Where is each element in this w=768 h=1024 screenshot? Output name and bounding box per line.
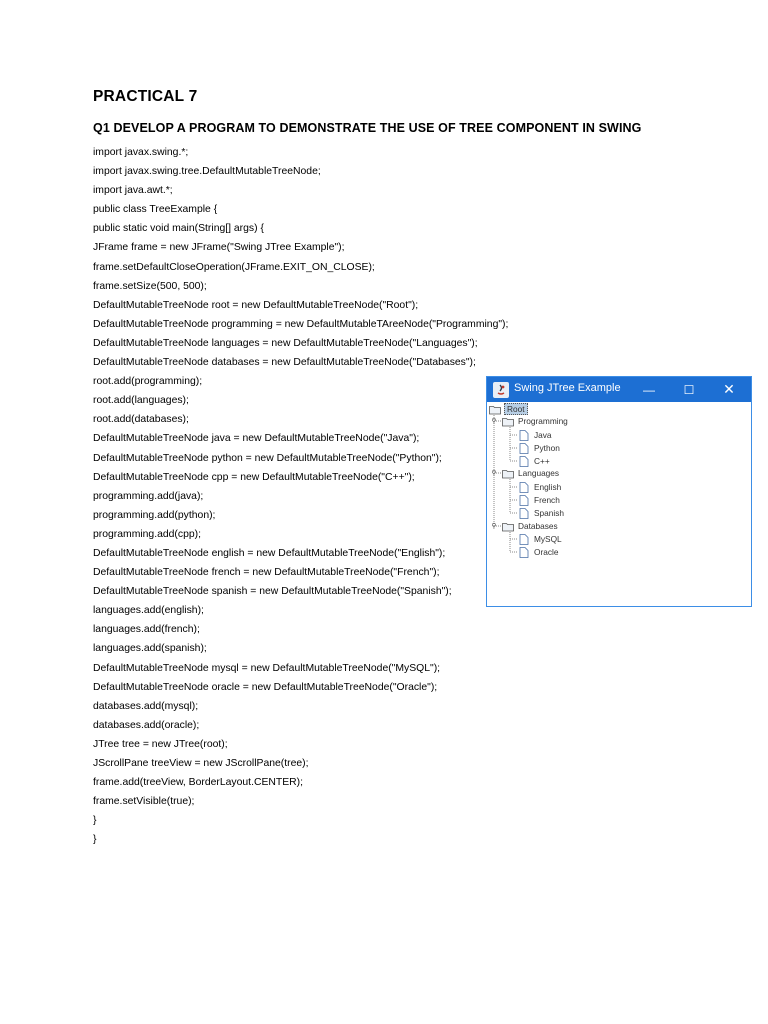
tree-node-label: English	[534, 482, 562, 492]
code-line: programming.add(java);	[93, 490, 204, 502]
code-line: import javax.swing.*;	[93, 147, 189, 158]
window-titlebar[interactable]	[487, 377, 751, 402]
folder-icon	[502, 521, 514, 532]
file-icon	[518, 430, 530, 441]
code-line: languages.add(french);	[93, 624, 200, 636]
code-line: frame.setSize(500, 500);	[93, 280, 207, 292]
code-line: languages.add(english);	[93, 605, 204, 617]
code-line: DefaultMutableTreeNode languages = new DefaultMutableTreeNode("Languages");	[93, 337, 478, 349]
code-line: frame.add(treeView, BorderLayout.CENTER);	[93, 777, 304, 789]
code-line: JTree tree = new JTree(root);	[93, 738, 228, 750]
code-line: import javax.swing.tree.DefaultMutableTreeNode;	[93, 166, 321, 178]
page-title: PRACTICAL 7	[93, 88, 198, 105]
code-line: frame.setVisible(true);	[93, 796, 195, 808]
code-line: DefaultMutableTreeNode mysql = new DefaultMutableTreeNode("MySQL");	[93, 662, 441, 674]
code-line: import java.awt.*;	[93, 185, 173, 197]
code-line: root.add(programming);	[93, 376, 203, 388]
code-line: DefaultMutableTreeNode spanish = new DefaultMutableTreeNode("Spanish");	[93, 586, 452, 598]
tree-node-programming[interactable]	[502, 415, 569, 427]
file-icon	[518, 443, 530, 454]
tree-node-spanish[interactable]	[518, 507, 565, 519]
tree-node-label: French	[534, 495, 560, 505]
code-line: DefaultMutableTreeNode english = new DefaultMutableTreeNode("English");	[93, 547, 446, 559]
tree-node-root[interactable]	[489, 403, 528, 415]
code-line: databases.add(mysql);	[93, 700, 199, 712]
file-icon	[518, 495, 530, 506]
java-app-icon	[493, 382, 509, 398]
code-line: public class TreeExample {	[93, 204, 218, 216]
code-line: DefaultMutableTreeNode root = new DefaultMutableTreeNode("Root");	[93, 299, 419, 311]
code-line: DefaultMutableTreeNode python = new DefaultMutableTreeNode("Python");	[93, 452, 442, 464]
window-title: Swing JTree Example	[514, 382, 621, 394]
minimize-button[interactable]: —	[643, 382, 655, 397]
tree-node-label: C++	[534, 456, 550, 466]
expand-toggle-icon[interactable]: ⚲	[491, 418, 497, 425]
code-line: }	[93, 815, 97, 827]
code-line: root.add(languages);	[93, 395, 189, 407]
folder-icon	[502, 468, 514, 479]
file-icon	[518, 508, 530, 519]
expand-toggle-icon[interactable]: ⚲	[491, 523, 497, 530]
code-line: DefaultMutableTreeNode cpp = new DefaultMutableTreeNode("C++");	[93, 471, 415, 483]
code-line: frame.setDefaultCloseOperation(JFrame.EXIT_ON_CLOSE);	[93, 261, 375, 273]
file-icon	[518, 547, 530, 558]
code-line: public static void main(String[] args) {	[93, 223, 264, 235]
tree-node-label: Spanish	[534, 508, 564, 518]
tree-node-label: Programming	[518, 416, 568, 426]
tree-node-oracle[interactable]	[518, 546, 559, 558]
code-line: DefaultMutableTreeNode java = new DefaultMutableTreeNode("Java");	[93, 433, 420, 445]
file-icon	[518, 534, 530, 545]
tree-node-label: Root	[504, 403, 528, 415]
code-line: JScrollPane treeView = new JScrollPane(tree);	[93, 758, 309, 769]
tree-node-mysql[interactable]	[518, 533, 563, 545]
tree-node-english[interactable]	[518, 481, 562, 493]
question-heading: Q1 DEVELOP A PROGRAM TO DEMONSTRATE THE USE OF TREE COMPONENT IN SWING	[93, 121, 642, 135]
maximize-button[interactable]: ☐	[683, 382, 695, 397]
tree-node-french[interactable]	[518, 494, 561, 506]
close-button[interactable]: ✕	[723, 381, 735, 397]
file-icon	[518, 456, 530, 467]
tree-node-languages[interactable]	[502, 467, 560, 479]
expand-toggle-icon[interactable]: ⚲	[491, 470, 497, 477]
code-line: DefaultMutableTreeNode oracle = new DefaultMutableTreeNode("Oracle");	[93, 681, 438, 693]
code-line: JFrame frame = new JFrame("Swing JTree Example");	[93, 242, 345, 254]
code-line: languages.add(spanish);	[93, 643, 207, 655]
code-line: root.add(databases);	[93, 414, 189, 426]
tree-node-label: Languages	[518, 468, 560, 478]
tree-node-label: Databases	[518, 521, 558, 531]
jtree[interactable]	[487, 402, 751, 606]
tree-node-label: Python	[534, 443, 560, 453]
folder-open-icon	[489, 404, 501, 415]
code-line: DefaultMutableTreeNode programming = new DefaultMutableTAreeNode("Programming");	[93, 318, 509, 330]
tree-node-databases[interactable]	[502, 520, 559, 532]
folder-icon	[502, 416, 514, 427]
tree-node-cpp[interactable]	[518, 455, 551, 467]
code-line: DefaultMutableTreeNode french = new DefaultMutableTreeNode("French");	[93, 567, 440, 579]
code-listing	[93, 143, 508, 849]
file-icon	[518, 482, 530, 493]
swing-window	[486, 376, 752, 607]
code-line: programming.add(cpp);	[93, 528, 201, 540]
tree-node-label: Java	[534, 430, 552, 440]
code-line: DefaultMutableTreeNode databases = new DefaultMutableTreeNode("Databases");	[93, 357, 476, 369]
tree-node-label: MySQL	[534, 534, 562, 544]
code-line: }	[93, 834, 97, 846]
tree-node-label: Oracle	[534, 547, 559, 557]
code-line: databases.add(oracle);	[93, 719, 200, 731]
code-line: programming.add(python);	[93, 509, 216, 521]
tree-node-python[interactable]	[518, 442, 561, 454]
tree-node-java[interactable]	[518, 429, 553, 441]
